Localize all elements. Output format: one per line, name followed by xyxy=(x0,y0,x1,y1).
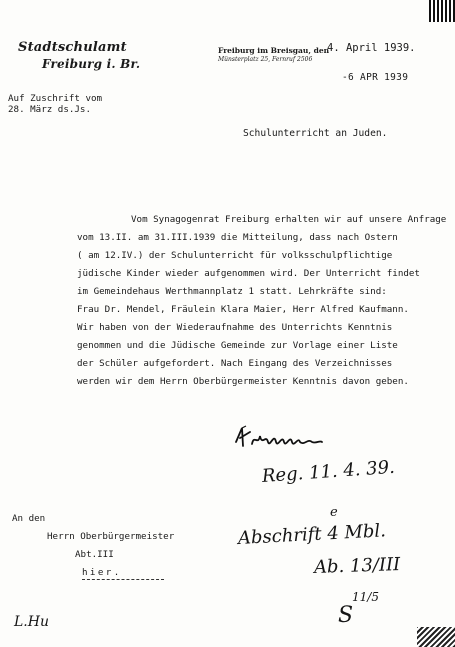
addressee-line-2: Herrn Oberbürgermeister xyxy=(47,531,175,542)
body-line: Vom Synagogenrat Freiburg erhalten wir auf unsere Anfrage xyxy=(131,214,447,225)
handwritten-note-registered: Reg. 11. 4. 39. xyxy=(261,456,396,487)
letterhead-place-line: Freiburg im Breisgau, den xyxy=(218,46,330,55)
letterhead-address-line: Münsterplatz 25, Fernruf 2506 xyxy=(218,56,313,63)
handwritten-initials-bottom: L.Hu xyxy=(14,614,49,630)
handwritten-note-department: Ab. 13/III xyxy=(313,553,401,578)
handwritten-note-mark: e xyxy=(330,505,338,520)
reference-line-1: Auf Zuschrift vom xyxy=(8,93,103,104)
received-stamp: -6 APR 1939 xyxy=(342,72,409,83)
addressee-underline xyxy=(82,579,164,581)
body-line: im Gemeindehaus Werthmannplatz 1 statt. Lehrkräfte sind: xyxy=(77,286,387,297)
body-line: Wir haben von der Wiederaufnahme des Unterrichts Kenntnis xyxy=(77,322,393,333)
handwritten-initial: S xyxy=(338,603,354,628)
body-line: Frau Dr. Mendel, Fräulein Klara Maier, Herr Alfred Kaufmann. xyxy=(77,304,409,315)
body-line: der Schüler aufgefordert. Nach Eingang des Verzeichnisses xyxy=(77,358,393,369)
addressee-line-1: An den xyxy=(12,513,46,524)
signature-drawing xyxy=(234,424,324,454)
handwritten-note-date: 11/5 xyxy=(352,590,379,604)
scan-edge-mark xyxy=(429,0,455,22)
office-city: Freiburg i. Br. xyxy=(42,57,141,71)
body-line: vom 13.II. am 31.III.1939 die Mitteilung, dass nach Ostern xyxy=(77,232,398,243)
handwritten-note-copy: Abschrift 4 Mbl. xyxy=(237,520,387,549)
handwritten-signature xyxy=(234,424,324,459)
addressee-line-3: Abt.III xyxy=(75,549,114,560)
addressee-line-4: hier. xyxy=(82,567,122,578)
body-line: jüdische Kinder wieder aufgenommen wird. Der Unterricht findet xyxy=(77,268,420,279)
letter-subject: Schulunterricht an Juden. xyxy=(243,128,388,139)
body-line: werden wir dem Herrn Oberbürgermeister Kenntnis davon geben. xyxy=(77,376,409,387)
body-line: genommen und die Jüdische Gemeinde zur Vorlage einer Liste xyxy=(77,340,398,351)
office-name: Stadtschulamt xyxy=(18,40,127,55)
scan-edge-mark-bottom xyxy=(417,627,455,647)
letter-date: 4. April 1939. xyxy=(327,42,416,54)
body-line: ( am 12.IV.) der Schulunterricht für volksschulpflichtige xyxy=(77,250,393,261)
reference-line-2: 28. März ds.Js. xyxy=(8,104,91,115)
